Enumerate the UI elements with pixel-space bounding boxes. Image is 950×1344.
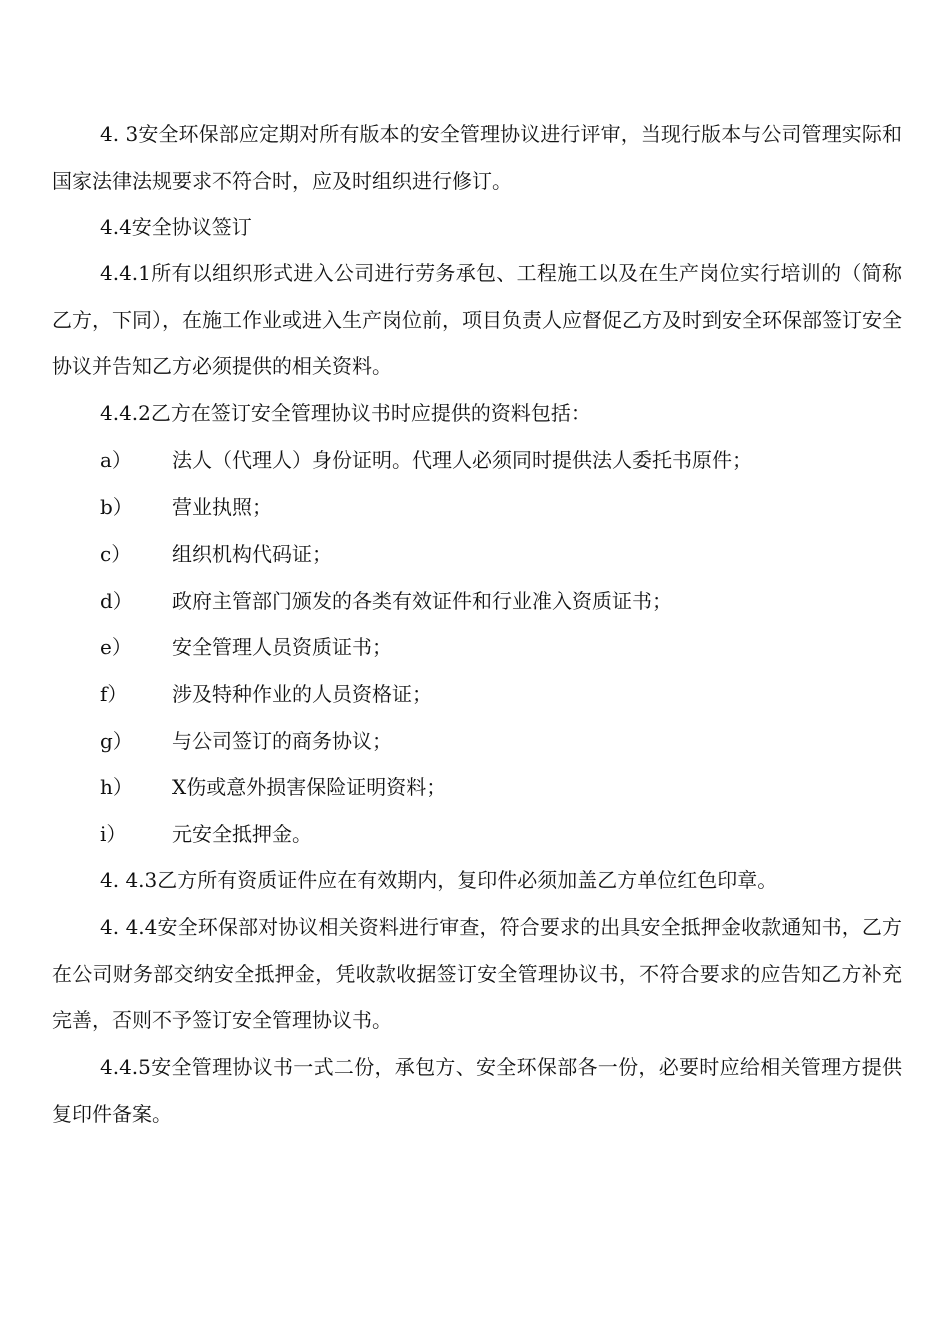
list-item-text: 政府主管部门颁发的各类有效证件和行业准入资质证书；	[172, 589, 672, 613]
list-marker: f）	[100, 682, 128, 706]
section-heading-4-4: 4.4安全协议签订	[100, 215, 252, 239]
list-item-text: X伤或意外损害保险证明资料；	[172, 775, 447, 799]
list-item-text: 组织机构代码证；	[172, 542, 332, 566]
list-marker: g）	[100, 729, 133, 753]
list-item-text: 涉及特种作业的人员资格证；	[172, 682, 432, 706]
list-item-text: 法人（代理人）身份证明。代理人必须同时提供法人委托书原件；	[172, 448, 752, 472]
list-marker: d）	[100, 589, 133, 613]
paragraph-4-4-5: 4.4.5安全管理协议书一式二份，承包方、安全环保部各一份，必要时应给相关管理方提供复印件备案。	[52, 1055, 902, 1126]
list-item-text: 营业执照；	[172, 495, 272, 519]
list-marker: h）	[100, 775, 133, 799]
list-marker: e）	[100, 635, 132, 659]
list-item	[100, 437, 752, 484]
paragraph-4-3: 4. 3安全环保部应定期对所有版本的安全管理协议进行评审，当现行版本与公司管理实际和国家法律法规要求不符合时，应及时组织进行修订。	[52, 122, 902, 193]
list-marker: i）	[100, 822, 127, 846]
paragraph-4-4-4: 4. 4.4安全环保部对协议相关资料进行审查，符合要求的出具安全抵押金收款通知书，乙方在公司财务部交纳安全抵押金，凭收款收据签订安全管理协议书，不符合要求的应告知乙方补充完善，否则不予签订安全管理协议书。	[52, 915, 902, 1032]
list-item-text: 与公司签订的商务协议；	[172, 729, 392, 753]
list-marker: c）	[100, 542, 132, 566]
list-item	[100, 578, 672, 625]
list-item	[100, 484, 272, 531]
list-item-text: 元安全抵押金。	[172, 822, 312, 846]
list-marker: b）	[100, 495, 133, 519]
list-item	[100, 531, 332, 578]
paragraph-4-4-3: 4. 4.3乙方所有资质证件应在有效期内，复印件必须加盖乙方单位红色印章。	[100, 868, 778, 892]
list-item	[100, 671, 432, 718]
paragraph-4-4-2: 4.4.2乙方在签订安全管理协议书时应提供的资料包括：	[100, 401, 591, 425]
list-item	[100, 811, 312, 858]
list-item	[100, 764, 446, 811]
list-item-text: 安全管理人员资质证书；	[172, 635, 392, 659]
list-marker: a）	[100, 448, 132, 472]
list-item	[100, 624, 392, 671]
list-item	[100, 718, 392, 765]
paragraph-4-4-1: 4.4.1所有以组织形式进入公司进行劳务承包、工程施工以及在生产岗位实行培训的（简称乙方，下同），在施工作业或进入生产岗位前，项目负责人应督促乙方及时到安全环保部签订安全协议并告知乙方必须提供的相关资料。	[52, 261, 902, 378]
